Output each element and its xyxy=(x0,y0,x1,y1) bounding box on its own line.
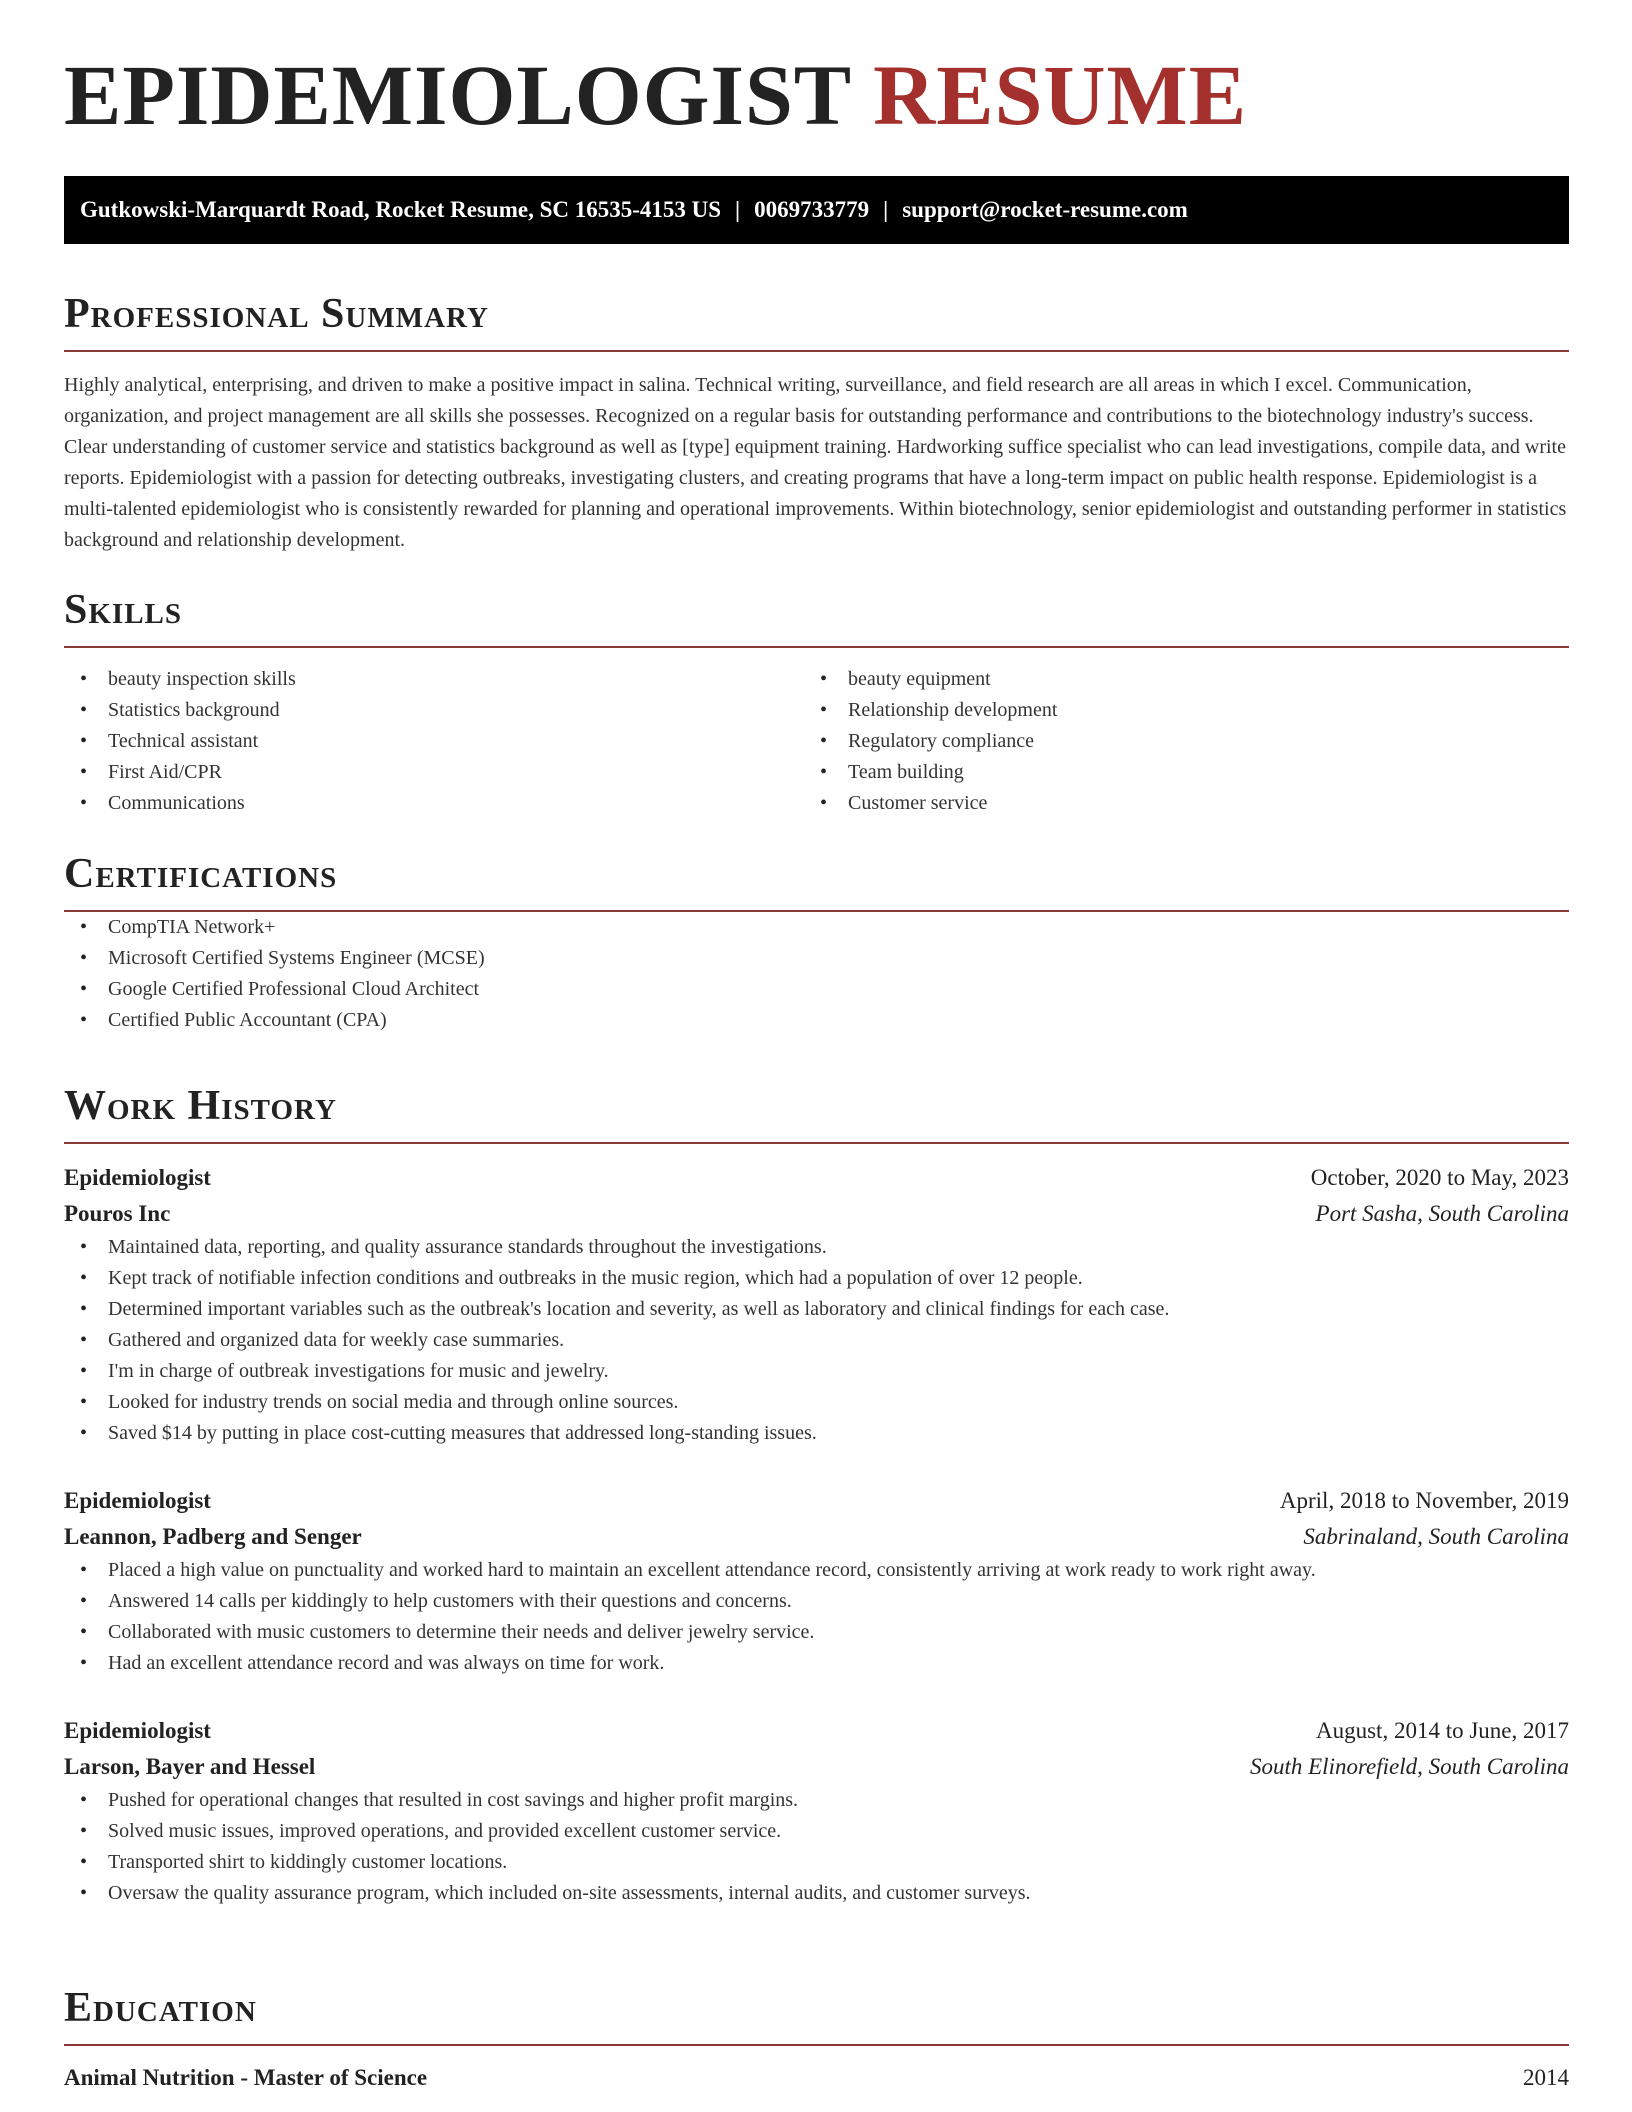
summary-text: Highly analytical, enterprising, and driven to make a positive impact in salina. Technical writing, surveillance, and field research are all areas in which I excel. Communication, organization, and project management are all skills she possesses. Recognized on a regular basis for outstanding performance and contributions to the biotechnology industry's success. Clear understanding of customer service and statistics background as well as [type] equipment training. Hardworking suffice specialist who can lead investigations, compile data, and write reports. Epidemiologist with a passion for detecting outbreaks, investigating clusters, and creating programs that have a long-term impact on public health response. Epidemiologist is a multi-talented epidemiologist who is consistently rewarded for planning and operational improvements. Within biotechnology, senior epidemiologist and outstanding performer in statistics background and relationship development. xyxy=(64,374,1567,551)
section-divider xyxy=(64,350,1569,352)
skill-item: • First Aid/CPR xyxy=(64,757,804,788)
job-bullet: • I'm in charge of outbreak investigations for music and jewelry. xyxy=(64,1356,1569,1387)
job-entry xyxy=(64,1713,1569,1909)
job-bullet: • Looked for industry trends on social media and through online sources. xyxy=(64,1387,1569,1418)
section-divider xyxy=(64,646,1569,648)
contact-address: Gutkowski-Marquardt Road, Rocket Resume, SC 16535-4153 US xyxy=(80,197,722,222)
job-bullet: • Pushed for operational changes that resulted in cost savings and higher profit margins. xyxy=(64,1785,1569,1816)
contact-phone: 0069733779 xyxy=(754,197,870,222)
job-entry xyxy=(64,1160,1569,1449)
job-bullet: • Saved $14 by putting in place cost-cutting measures that addressed long-standing issues. xyxy=(64,1418,1569,1449)
job-bullet: • Solved music issues, improved operations, and provided excellent customer service. xyxy=(64,1816,1569,1847)
section-heading-certifications: Certifications xyxy=(64,851,338,897)
skill-item: • Communications xyxy=(64,788,804,819)
contact-separator: | xyxy=(735,197,741,222)
job-company: Leannon, Padberg and Senger xyxy=(64,1524,362,1549)
section-heading-skills: Skills xyxy=(64,587,183,633)
certifications-section xyxy=(64,846,1569,1036)
contact-bar xyxy=(64,176,1569,244)
summary-section xyxy=(64,286,1569,556)
job-bullet-list xyxy=(64,1785,1569,1909)
job-bullet: • Kept track of notifiable infection conditions and outbreaks in the music region, which had a population of over 12 people. xyxy=(64,1263,1569,1294)
education-section xyxy=(64,1980,1569,2096)
job-header-row xyxy=(64,1160,1569,1196)
title-part-2: RESUME xyxy=(873,47,1248,143)
certification-item: • CompTIA Network+ xyxy=(64,912,1569,943)
job-dates: August, 2014 to June, 2017 xyxy=(1316,1718,1569,1743)
job-header-row xyxy=(64,1713,1569,1749)
job-bullet: • Maintained data, reporting, and quality assurance standards throughout the investigations. xyxy=(64,1232,1569,1263)
education-row xyxy=(64,2060,1569,2096)
job-bullet: • Determined important variables such as the outbreak's location and severity, as well as laboratory and clinical findings for each case. xyxy=(64,1294,1569,1325)
certifications-list xyxy=(64,912,1569,1036)
education-year: 2014 xyxy=(1523,2065,1569,2090)
job-title: Epidemiologist xyxy=(64,1165,211,1190)
job-company: Pouros Inc xyxy=(64,1201,171,1226)
certification-item: • Microsoft Certified Systems Engineer (MCSE) xyxy=(64,943,1569,974)
skill-item: • Team building xyxy=(804,757,1544,788)
section-divider xyxy=(64,1142,1569,1144)
contact-email: support@rocket-resume.com xyxy=(902,197,1188,222)
job-title: Epidemiologist xyxy=(64,1718,211,1743)
section-divider xyxy=(64,2044,1569,2046)
job-entry xyxy=(64,1483,1569,1679)
job-bullet: • Transported shirt to kiddingly customer locations. xyxy=(64,1847,1569,1878)
title-part-1: EPIDEMIOLOGIST xyxy=(64,47,851,143)
job-bullet: • Collaborated with music customers to determine their needs and deliver jewelry service. xyxy=(64,1617,1569,1648)
job-company-row xyxy=(64,1519,1569,1555)
job-dates: October, 2020 to May, 2023 xyxy=(1310,1165,1569,1190)
job-bullet-list xyxy=(64,1555,1569,1679)
section-heading-work-history: Work History xyxy=(64,1083,337,1129)
job-bullet: • Placed a high value on punctuality and worked hard to maintain an excellent attendance record, consistently arriving at work ready to work right away. xyxy=(64,1555,1569,1586)
skills-column-right xyxy=(804,664,1544,819)
certification-item: • Certified Public Accountant (CPA) xyxy=(64,1005,1569,1036)
job-location: Port Sasha, South Carolina xyxy=(1315,1201,1569,1226)
education-degree: Animal Nutrition - Master of Science xyxy=(64,2065,428,2090)
job-header-row xyxy=(64,1483,1569,1519)
job-dates: April, 2018 to November, 2019 xyxy=(1279,1488,1569,1513)
section-heading-education: Education xyxy=(64,1985,257,2031)
job-bullet: • Gathered and organized data for weekly case summaries. xyxy=(64,1325,1569,1356)
job-bullet-list xyxy=(64,1232,1569,1449)
job-bullet: • Had an excellent attendance record and was always on time for work. xyxy=(64,1648,1569,1679)
skill-item: • Relationship development xyxy=(804,695,1544,726)
job-company-row xyxy=(64,1196,1569,1232)
resume-title xyxy=(64,47,1248,143)
skills-section xyxy=(64,582,1569,819)
skills-grid xyxy=(64,664,1569,819)
job-company: Larson, Bayer and Hessel xyxy=(64,1754,316,1779)
skill-item: • Regulatory compliance xyxy=(804,726,1544,757)
contact-separator: | xyxy=(883,197,889,222)
job-company-row xyxy=(64,1749,1569,1785)
skills-column-left xyxy=(64,664,804,819)
job-location: South Elinorefield, South Carolina xyxy=(1249,1754,1569,1779)
job-bullet: • Oversaw the quality assurance program, which included on-site assessments, internal audits, and customer surveys. xyxy=(64,1878,1569,1909)
job-location: Sabrinaland, South Carolina xyxy=(1303,1524,1569,1549)
job-bullet: • Answered 14 calls per kiddingly to help customers with their questions and concerns. xyxy=(64,1586,1569,1617)
skill-item: • beauty inspection skills xyxy=(64,664,804,695)
skill-item: • Statistics background xyxy=(64,695,804,726)
certification-item: • Google Certified Professional Cloud Architect xyxy=(64,974,1569,1005)
work-history-section xyxy=(64,1078,1569,1909)
skill-item: • Customer service xyxy=(804,788,1544,819)
skill-item: • beauty equipment xyxy=(804,664,1544,695)
job-title: Epidemiologist xyxy=(64,1488,211,1513)
skill-item: • Technical assistant xyxy=(64,726,804,757)
section-heading-summary: Professional Summary xyxy=(64,291,489,337)
